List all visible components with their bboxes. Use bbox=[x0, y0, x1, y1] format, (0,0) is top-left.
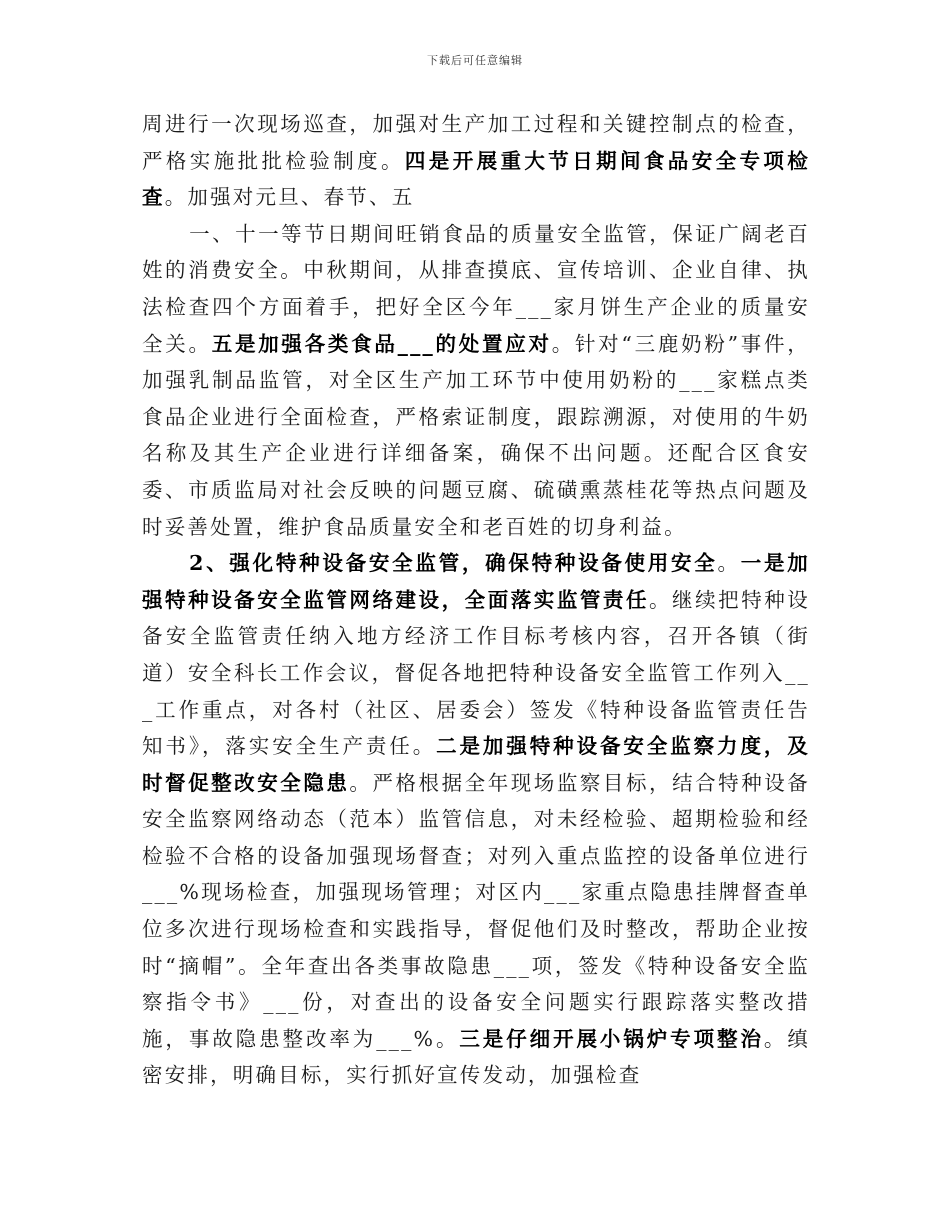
bold-text-run: 四是开展重大节日期间食品安全专项检查 bbox=[142, 148, 810, 210]
document-body bbox=[142, 106, 810, 1094]
bold-text-run: 2、强化特种设备安全监管，确保特种设备使用安全 bbox=[189, 551, 718, 576]
page-header: 下载后可任意编辑 bbox=[427, 54, 523, 67]
text-run: 。严格根据全年现场监察目标，结合特种设备安全监察网络动态（范本）监管信息，对未经检验、超期检验和经检验不合格的设备加强现场督查；对列入重点监控的设备单位进行___%现场检查，加强现场管理；对区内___家重点隐患挂牌督查单位多次进行现场检查和实践指导，督促他们及时整改，帮助企业按时“摘帽”。全年查出各类事故隐患___项，签发《特种设备安全监察指令书》___份，对查出的设备安全问题实行跟踪落实整改措施，事故隐患整改率为___%。 bbox=[142, 770, 810, 1051]
bold-text-run: 三是仔细开展小锅炉专项整治 bbox=[459, 1026, 764, 1051]
text-run: 周进行一次现场巡查，加强对生产加工过程和关键控制点的检查，严格实施批批检验制度。 bbox=[142, 112, 810, 173]
paragraph-3 bbox=[142, 545, 810, 1094]
text-run: 。 bbox=[717, 551, 741, 576]
text-run: 。加强对元旦、春节、五 bbox=[164, 185, 415, 210]
paragraph-2 bbox=[142, 216, 810, 545]
text-run: 。针对“三鹿奶粉”事件，加强乳制品监管，对全区生产加工环节中使用奶粉的___家糕点类食品企业进行全面检查，严格索证制度，跟踪溯源，对使用的牛奶名称及其生产企业进行详细备案，确保不出问题。还配合区食安委、市质监局对社会反映的问题豆腐、硫磺熏蒸桂花等热点问题及时妥善处置，维护食品质量安全和老百姓的切身利益。 bbox=[142, 331, 810, 539]
paragraph-1 bbox=[142, 106, 810, 216]
text-run: 。继续把特种设备安全监管责任纳入地方经济工作目标考核内容，召开各镇（街道）安全科长工作会议，督促各地把特种设备安全监管工作列入___工作重点，对各村（社区、居委会）签发《特种设备监管责任告知书》，落实安全生产责任。 bbox=[142, 587, 810, 759]
text-run: 一、十一等节日期间旺销食品的质量安全监管，保证广阔老百姓的消费安全。中秋期间，从排查摸底、宣传培训、企业自律、执法检查四个方面着手，把好全区今年___家月饼生产企业的质量安全关。 bbox=[142, 221, 810, 356]
bold-text-run: 一是加强特种设备安全监管网络建设，全面落实监管责任 bbox=[142, 551, 810, 612]
bold-text-run: 五是加强各类食品___的处置应对 bbox=[211, 331, 552, 356]
text-run: 。缜密安排，明确目标，实行抓好宣传发动，加强检查 bbox=[142, 1026, 810, 1088]
bold-text-run: 二是加强特种设备安全监察力度，及时督促整改安全隐患 bbox=[142, 734, 810, 795]
